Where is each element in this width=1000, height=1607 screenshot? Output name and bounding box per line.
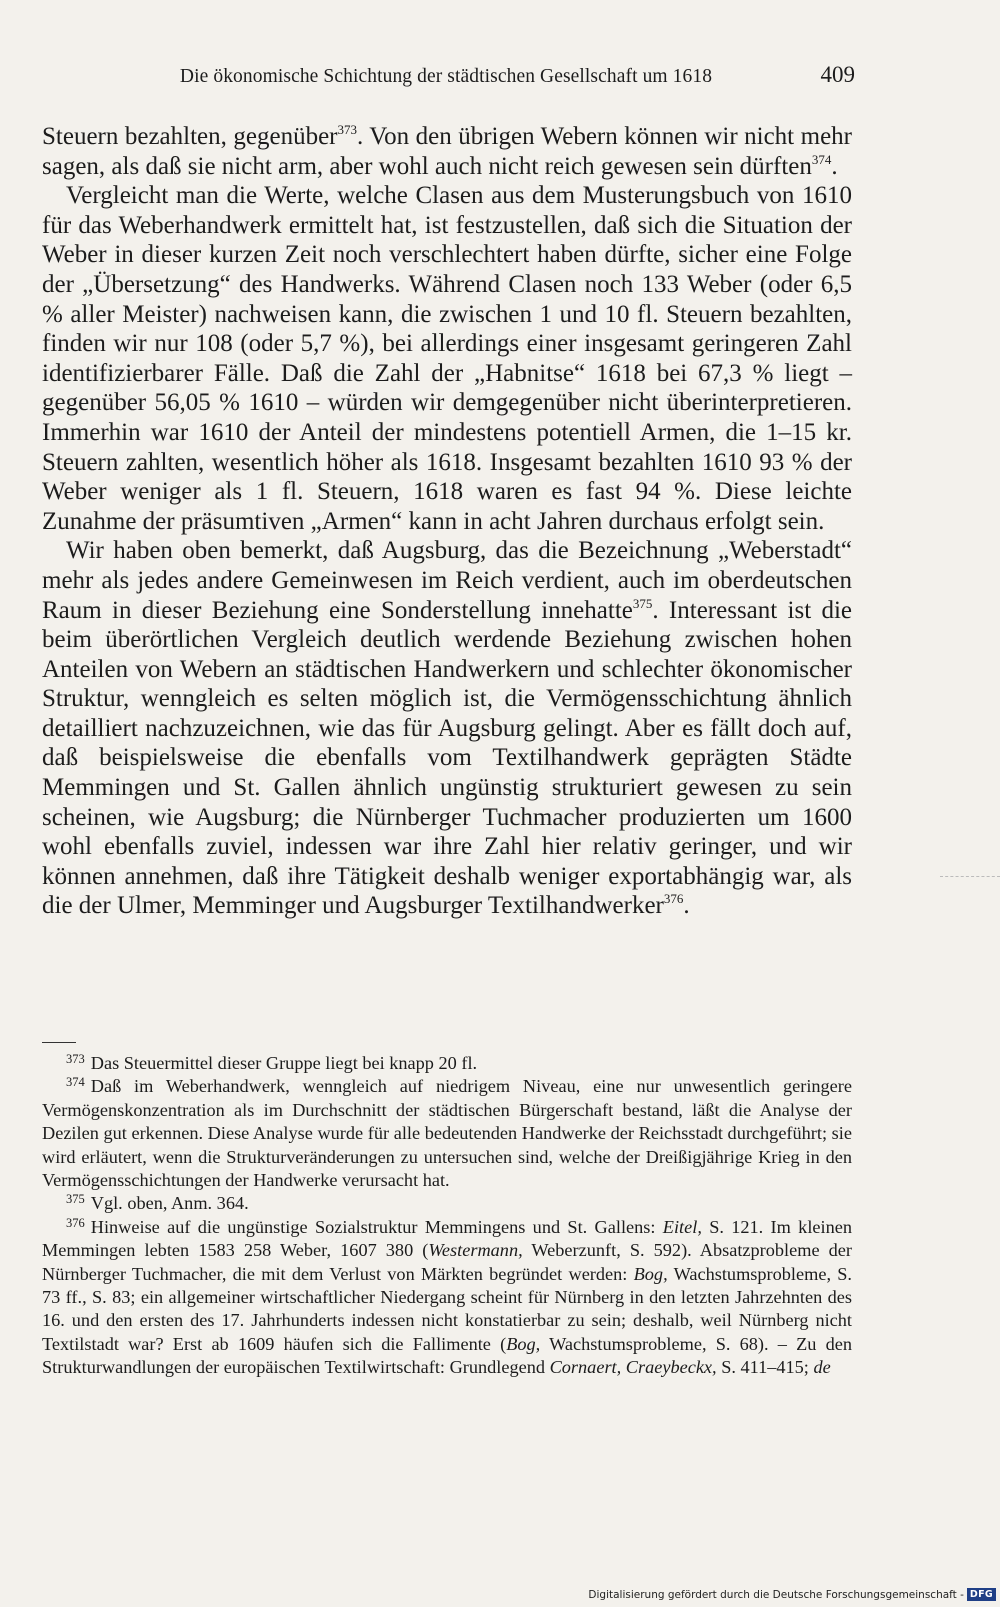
footnote-number: 375 (66, 1192, 85, 1207)
author-citation: Westermann, (428, 1240, 523, 1261)
paragraph-3 (42, 536, 852, 921)
dfg-logo: DFG (967, 1588, 996, 1601)
paragraph-3-text-a: Wir haben oben bemerkt, daß Augsburg, das die Bezeichnung „Weberstadt“ mehr als jedes andere Gemeinwesen im Reich verdient, auch im oberdeutschen Raum in dieser Beziehung eine Sonderstellung innehatte (42, 537, 852, 624)
author-citation: de (813, 1357, 831, 1378)
paragraph-1-text-b: . Von den übrigen Webern können wir nicht mehr sagen, als daß sie nicht arm, aber wohl auch nicht reich gewesen sein dürften (42, 123, 852, 180)
footnote-text (42, 1217, 852, 1377)
digitization-credit (588, 1588, 996, 1601)
author-citation: Eitel, (662, 1216, 702, 1237)
credit-text: Digitalisierung gefördert durch die Deutsche Forschungsgemeinschaft - (588, 1588, 964, 1601)
running-head: Die ökonomische Schichtung der städtischen Gesellschaft um 1618 (179, 66, 713, 87)
footnote-divider (42, 1042, 76, 1043)
paragraph-3-text-c: . (683, 892, 690, 920)
footnote-374 (42, 1075, 852, 1192)
margin-mark (940, 876, 1000, 878)
footnote-number: 376 (66, 1215, 85, 1230)
footnote-ref-376[interactable]: 376 (663, 891, 684, 907)
fn-376-text: Wachstumsprobleme, S. 68). – Zu den Strukturwandlungen der europäischen Textilwirtschaft: Grundlegend (42, 1333, 852, 1378)
author-citation: Bog, (633, 1263, 668, 1284)
footnote-ref-374[interactable]: 374 (811, 151, 832, 167)
paragraph-1-text-c: . (831, 152, 838, 180)
footnote-ref-375[interactable]: 375 (632, 595, 653, 611)
footnote-number: 374 (66, 1075, 85, 1090)
paragraph-1 (42, 122, 852, 181)
paragraph-1-text-a: Steuern bezahlten, gegenüber (42, 123, 338, 150)
fn-376-text: S. 411–415; (716, 1357, 814, 1378)
page-number: 409 (820, 62, 855, 87)
footnote-ref-373[interactable]: 373 (337, 122, 357, 137)
fn-376-text: Wachstumsprobleme, S. 73 ff., S. 83; ein allgemeiner wirtschaftlicher Niedergang scheint für Nürnberg in den letzten Jahrzehnten des 16. und den ersten des 17. Jahrhunderts indessen nicht konstatierbar zu sein; deshalb, weil Nürnberg nicht Textilstadt war? Erst ab 1609 häufen sich die Fallimente ( (42, 1263, 852, 1354)
footnote-number: 373 (66, 1052, 85, 1066)
footnote-text: Daß im Weberhandwerk, wenngleich auf niedrigem Niveau, eine nur unwesentlich geringere Vermögenskonzentration als im Durchschnitt der städtischen Bürgerschaft bestand, läßt die Analyse der Dezilen gut erkennen. Diese Analyse wurde für alle bedeutenden Handwerke der Reichsstadt durchgeführt; sie wird erläutert, wenn die Strukturveränderungen zu untersuchen sind, welche der Dreißigjährige Krieg in den Vermögensschichtungen der Handwerke verursacht hat. (42, 1076, 852, 1191)
paragraph-3-text-b: . Interessant ist die beim überörtlichen Vergleich deutlich werdende Beziehung zwischen hohen Anteilen von Webern an städtischen Handwerkern und schlechter ökonomischer Struktur, wenngleich es selten möglich ist, die Vermögensschichtung ähnlich detailliert nachzuzeichnen, wie das für Augsburg gelingt. Aber es fällt doch auf, daß beispielsweise die ebenfalls vom Textilhandwerk geprägten Städte Memmingen und St. Gallen ähnlich ungünstig strukturiert gewesen zu sein scheinen, wie Augsburg; die Nürnberger Tuchmacher produzierten um 1600 wohl ebenfalls zuviel, indessen war ihre Zahl hier relativ geringer, und wir können annehmen, daß ihre Tätigkeit deshalb weniger exportabhängig war, als die der Ulmer, Memminger und Augsburger Textilhandwerker (42, 596, 852, 920)
main-text (42, 122, 852, 921)
author-citation: Cornaert, Craeybeckx, (549, 1357, 717, 1378)
footnote-375 (42, 1192, 852, 1215)
author-citation: Bog, (506, 1333, 541, 1354)
footnote-text: Das Steuermittel dieser Gruppe liegt bei knapp 20 fl. (90, 1053, 478, 1073)
footnote-373 (42, 1052, 852, 1075)
footnote-376 (42, 1216, 852, 1380)
paragraph-2: Vergleicht man die Werte, welche Clasen aus dem Musterungsbuch von 1610 für das Weberhandwerk ermittelt hat, ist festzustellen, daß sich die Situation der Weber in dieser kurzen Zeit noch verschlechtert haben dürfte, sicher eine Folge der „Übersetzung“ des Handwerks. Während Clasen noch 133 Weber (oder 6,5 % aller Meister) nachweisen kann, die zwischen 1 und 10 fl. Steuern bezahlten, finden wir nur 108 (oder 5,7 %), bei allerdings einer insgesamt geringeren Zahl identifizierbarer Fälle. Daß die Zahl der „Habnitse“ 1618 bei 67,3 % liegt – gegenüber 56,05 % 1610 – würden wir demgegenüber nicht überinterpretieren. Immerhin war 1610 der Anteil der mindestens potentiell Armen, die 1–15 kr. Steuern zahlten, wesentlich höher als 1618. Insgesamt bezahlten 1610 93 % der Weber weniger als 1 fl. Steuern, 1618 waren es fast 94 %. Diese leichte Zunahme der präsumtiven „Armen“ kann in acht Jahren durchaus erfolgt sein. (42, 182, 852, 535)
footnotes (42, 1052, 852, 1380)
fn-376-text: Weberzunft, S. 592). Absatzprobleme der Nürnberger Tuchmacher, die mit dem Verlust von Märkten begründet werden: (42, 1240, 852, 1284)
fn-376-text: Hinweise auf die ungünstige Sozialstruktur Memmingens und St. Gallens: (90, 1216, 663, 1237)
fn-376-text: S. 121. Im kleinen Memmingen lebten 1583 258 Weber, 1607 380 ( (42, 1216, 852, 1261)
footnote-text: Vgl. oben, Anm. 364. (90, 1193, 249, 1214)
